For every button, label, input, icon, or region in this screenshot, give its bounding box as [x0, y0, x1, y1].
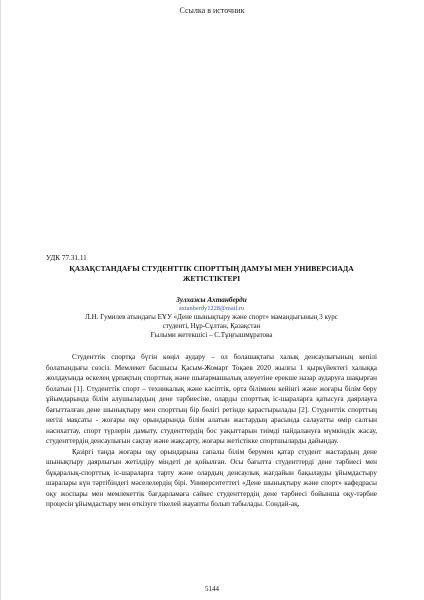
udk-code: УДК 77.31.11 [46, 254, 87, 262]
article-title [46, 264, 377, 283]
page-edge [0, 0, 1, 600]
source-link[interactable]: Ссылка в источник [179, 6, 245, 15]
paragraph: Қазіргі таңда жоғары оқу орындарына сапалы білім берумен қатар студент жастардың дене шынықтыру даярлығын жетілдіру міндеті де қойылған. Осы бағытта студенттерді дене тәрбиесі мен бұқаралық-спорттық іс-шараларға тарту және олардың денсаулық жағдайын бақылауды ұйымдастыру шаралары күн тәртібіндегі мәселелердің бірі. Университеттегі «Дене шынықтыру және спорт» кафедрасы оқу жоспары мен мемлекеттік бағдарламаға сәйкес студенттердің дене тәрбиесі бойынша оқу-тәрбие процесін ұйымдастыру мен өткізуге тікелей жауапты болып табылады. Сондай-ақ, [46, 447, 377, 508]
author-email[interactable]: axtanberdy1228@mail.ru [178, 305, 245, 312]
page-number: 5144 [205, 585, 219, 593]
affiliation-line: Ғылыми жетекшісі – С.Тұңғышмұратова [150, 331, 273, 339]
affiliation-line: Л.Н. Гумилев атындағы ЕҰУ «Дене шынықтыру және спорт» мамандығының 3 курс [85, 313, 338, 321]
article-body [46, 352, 377, 510]
paragraph: Студенттік спортқа бүгін көңіл аудару – ол болашақтағы халық денсаулығының кепілі болатындығы сөзсіз. Мемлекет басшысы Қасым-Жомарт Тоқаев 2020 жылғы 1 қыркүйектегі халыққа жолдауында өскелең ұрпақтың спорттық және шығармашылық әлеуетіне ерекше назар аударуға шақырған болатын [1]. Студенттік спорт – техникалық және кәсіптік, орта білімнен кейінгі және жоғары білім беру ұйымдарында білім алушылардың дене тәрбиесіне, оларды спорттық іс-шараларға қатысуға даярлауға бағытталған дене шынықтыру мен спорттың бір бөлігі ретінде қарастырылады [2]. Студенттік спорттың негізі мақсаты - жоғары оқу орындарында білім алатын жастардың арасында салауатты өмір салтын насихаттау, спорт түрлерін дамыту, студенттердің бос уақыттарын тиімді пайдалануға мүмкіндік жасау, студенттердің денсаулығын сақтау және жақсарту, жоғары жетістікке спортшыларды дайындау. [46, 353, 377, 445]
affiliation [46, 313, 377, 340]
author-name: Зулхажы Ахтанберди [176, 296, 247, 304]
title-line: ҚАЗАҚСТАНДАҒЫ СТУДЕНТТІК СПОРТТЫҢ ДАМУЫ МЕН УНИВЕРСИАДА [69, 264, 354, 273]
title-line: ЖЕТІСТІКТЕРІ [182, 273, 241, 283]
affiliation-line: студенті, Нұр-Сұлтан, Қазақстан [162, 322, 261, 330]
article [46, 254, 377, 510]
